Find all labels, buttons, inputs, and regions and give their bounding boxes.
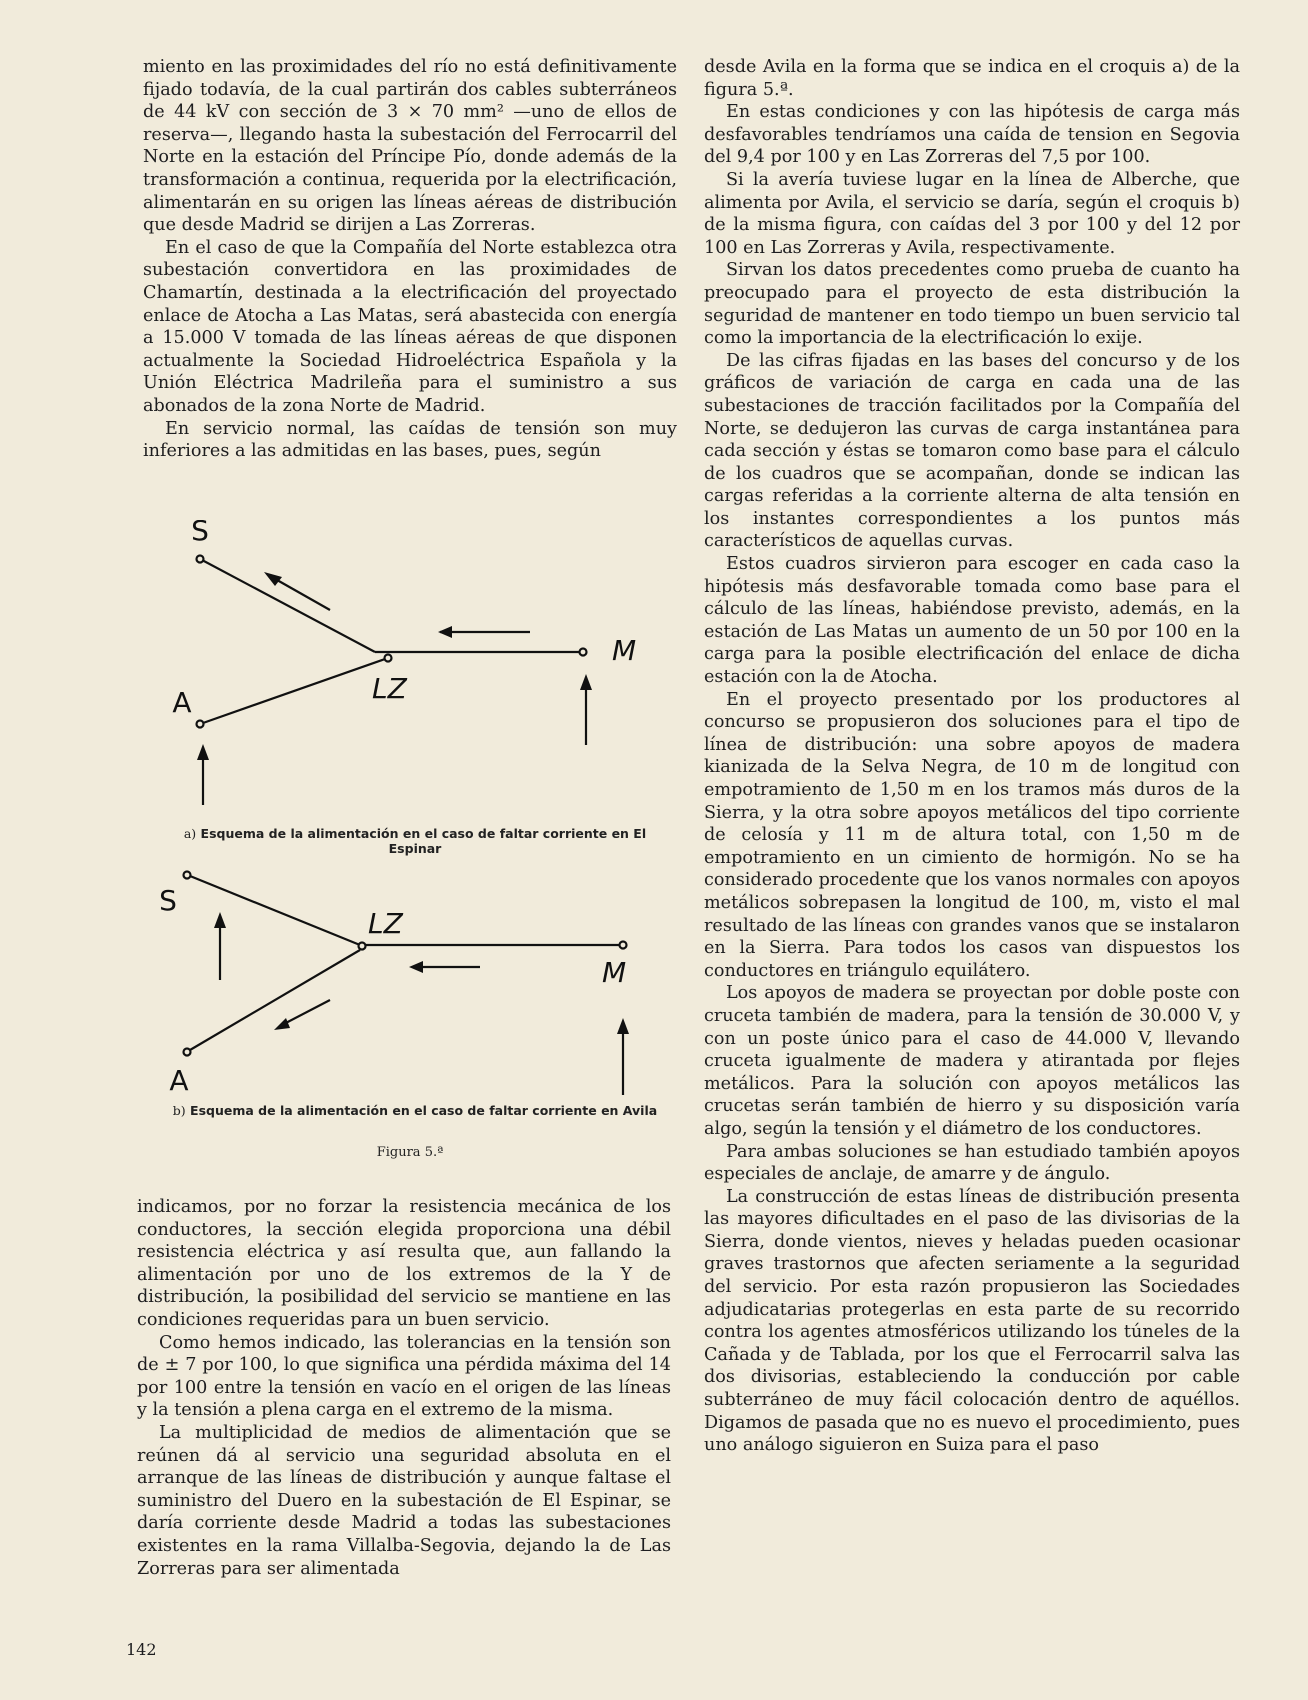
node-m [620,942,627,949]
caption-b-tag: b) [172,1103,186,1118]
paragraph: Como hemos indicado, las tolerancias en la tensión son de ± 7 por 100, lo que significa una pérdida máxima del 14 por 100 entre la tensión en vacío en el origen de las líneas y la tensión a plena carga en el extremo de la misma. [137,1332,671,1421]
node-a [197,721,204,728]
arrowhead [580,674,592,690]
paragraph: En estas condiciones y con las hipótesis de carga más desfavorables tendríamos una caída de tension en Segovia del 9,4 por 100 y en Las Zorreras del 7,5 por 100. [704,102,1240,168]
figure-title: Figura 5.ª [376,1145,444,1160]
paragraph: La construcción de estas líneas de distribución presenta las mayores dificultades en el paso de las divisorias de la Sierra, donde vientos, nieves y heladas pueden ocasionar graves trastornos que afecten seriamente a la seguridad del servicio. Por esta razón propusieron las Sociedades adjudicatarias protegerlas en esta parte de su recorrido contra los agentes atmosféricos utilizando los túneles de la Cañada y de Tablada, por los que el Ferrocarril salva las dos divisorias, estableciendo la conducción por cable subterráneo de muy fácil colocación dentro de aquéllos. Digamos de pasada que no es nuevo el procedimiento, pues uno análogo siguieron en Suiza para el paso [704,1186,1240,1456]
paragraph: Para ambas soluciones se han estudiado también apoyos especiales de anclaje, de amarre y de ángulo. [704,1141,1240,1185]
page-number: 142 [126,1640,157,1659]
arrowhead [438,626,452,638]
arrowhead [409,961,423,973]
left-column-bottom [137,1196,671,1580]
caption-a-text: Esquema de la alimentación en el caso de faltar corriente en El Espinar [200,826,647,856]
node-s [197,556,204,563]
node-s [184,872,191,879]
label-m: M [602,956,627,989]
caption-b [170,1103,660,1118]
paragraph: En servicio normal, las caídas de tensión son muy inferiores a las admitidas en las bases, pues, según [143,418,677,462]
paragraph: desde Avila en la forma que se indica en el croquis a) de la figura 5.ª. [704,57,1240,100]
arrowhead [197,744,209,760]
paragraph: miento en las proximidades del río no está definitivamente fijado todavía, de la cual partirán dos cables subterráneos de 44 kV con sección de 3 × 70 mm² —uno de ellos de reserva—, llegando hasta la subestación del Ferrocarril del Norte en la estación del Príncipe Pío, donde además de la transformación a continua, requerida por la electrificación, alimentarán en su origen las líneas aéreas de distribución que desde Madrid se dirijen a Las Zorreras. [143,57,677,236]
node-m [580,649,587,656]
label-s: S [191,520,209,547]
arrowhead [214,912,226,928]
label-a: A [172,686,192,719]
paragraph: indicamos, por no forzar la resistencia mecánica de los conductores, la sección elegida proporciona una débil resistencia eléctrica y así resulta que, aun fallando la alimentación por uno de los extremos de la Y de distribución, la posibilidad del servicio se mantiene en las condiciones requeridas para un buen servicio. [137,1197,671,1330]
node-a [184,1049,191,1056]
line-s-lz [190,876,360,945]
paragraph: Si la avería tuviese lugar en la línea de Alberche, que alimenta por Avila, el servicio se daría, según el croquis b) de la misma figura, con caídas del 3 por 100 y del 12 por 100 en Las Zorreras y Avila, respectivamente. [704,169,1240,258]
caption-a-tag: a) [183,826,197,841]
arrowhead [274,1018,290,1030]
label-s: S [159,884,177,917]
line-s-lz [202,560,375,652]
figure-5 [150,520,670,1180]
caption-b-text: Esquema de la alimentación en el caso de faltar corriente en Avila [190,1103,658,1118]
node-lz [385,655,392,662]
paragraph: De las cifras fijadas en las bases del concurso y de los gráficos de variación de carga en cada una de las subestaciones de tracción facilitados por la Compañía del Norte, se dedujeron las curvas de carga instantánea para cada sección y éstas se tomaron como base para el cálculo de los cuadros que se acompañan, donde se indican las cargas referidas a la corriente alterna de alta tensión en los instantes correspondientes a los puntos más característicos de aquellas curvas. [704,350,1240,552]
label-m: M [612,634,637,667]
paragraph: Sirvan los datos precedentes como prueba de cuanto ha preocupado para el proyecto de esta distribución la seguridad de mantener en todo tiempo un buen servicio tal como la importancia de la electrificación lo exije. [704,260,1240,349]
line-a-lz [190,950,360,1050]
paragraph: En el proyecto presentado por los productores al concurso se propusieron dos soluciones para el tipo de línea de distribución: una sobre apoyos de madera kianizada de la Selva Negra, de 10 m de longitud con empotramiento de 1,50 m en los tramos más duros de la Sierra, y la otra sobre apoyos metálicos del tipo corriente de celosía y 11 m de altura total, con 1,50 m de empotramiento en un cimiento de hormigón. No se ha considerado procedente que los vanos normales con apoyos metálicos sobrepasen la longitud de 100, m, visto el mal resultado de las líneas con grandes vanos que se instalaron en la Sierra. Para todos los casos van dispuestos los conductores en triángulo equilátero. [704,689,1240,981]
arrowhead [264,572,282,586]
right-column [704,56,1240,1457]
diagram-b [184,872,630,1096]
paragraph: Estos cuadros sirvieron para escoger en cada caso la hipótesis más desfavorable tomada como base para el cálculo de las líneas, habiéndose previsto, además, en la estación de Las Matas un aumento de un 50 por 100 en la carga para la posible electrificación del enlace de dicha estación con la de Atocha. [704,554,1240,688]
left-column-top [143,56,677,463]
line-a-lz [203,659,385,723]
paragraph: Los apoyos de madera se proyectan por doble poste con cruceta también de madera, para la tensión de 30.000 V, y con un poste único para el caso de 44.000 V, llevando cruceta igualmente de madera y atirantada por flejes metálicos. Para la solución con apoyos metálicos las crucetas serán también de hierro y su disposición varía algo, según la tensión y el diámetro de los conductores. [704,983,1240,1139]
label-lz: LZ [372,672,407,705]
paragraph: La multiplicidad de medios de alimentación que se reúnen dá al servicio una seguridad absoluta en el arranque de las líneas de distribución y aunque faltase el suministro del Duero en la subestación de El Espinar, se daría corriente desde Madrid a todas las subestaciones existentes en la rama Villalba-Segovia, dejando la de Las Zorreras para ser alimentada [137,1422,671,1579]
arrow-to-s [270,576,330,610]
paragraph: En el caso de que la Compañía del Norte establezca otra subestación convertidora en las proximidades de Chamartín, destinada a la electrificación del proyectado enlace de Atocha a Las Matas, será abastecida con energía a 15.000 V tomada de las líneas aéreas de que disponen actualmente la Sociedad Hidroeléctrica Española y la Unión Eléctrica Madrileña para el suministro a sus abonados de la zona Norte de Madrid. [143,237,677,416]
arrowhead [617,1018,629,1034]
label-lz: LZ [368,907,403,940]
node-lz [359,943,366,950]
label-a: A [169,1064,189,1097]
caption-a [180,826,650,856]
